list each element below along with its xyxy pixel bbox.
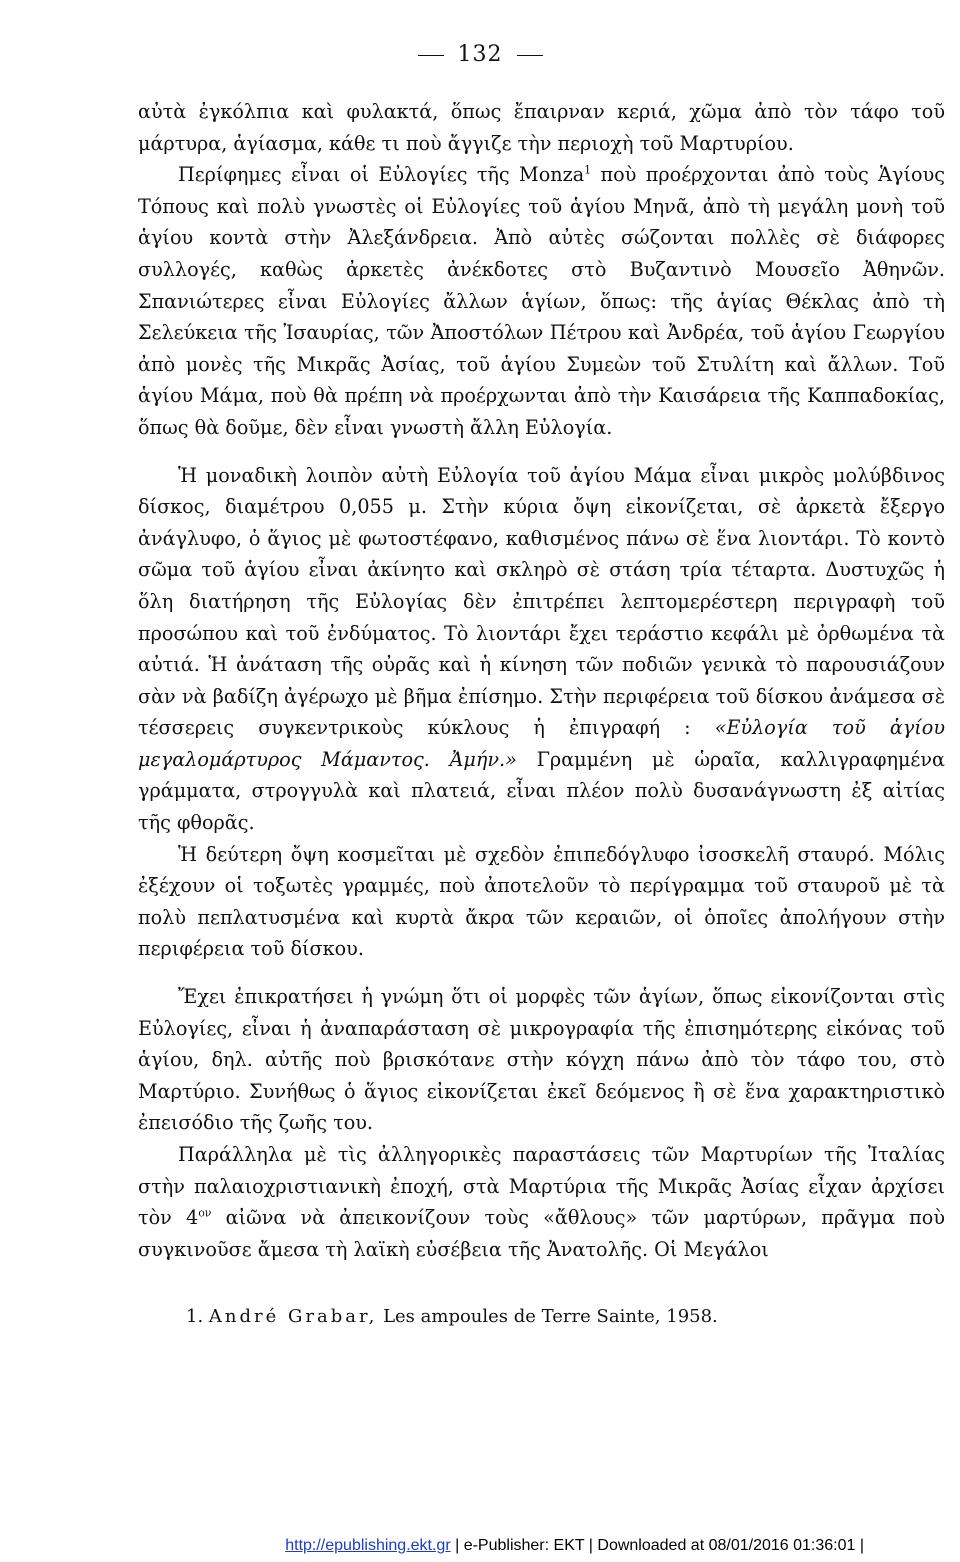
paragraph-4-text: Ἡ δεύτερη ὄψη κοσμεῖται μὲ σχεδὸν ἐπιπεδόγλυφο ἰσοσκελῆ σταυρό. Μόλις ἐξέχουν οἱ τοξωτὲς γραμμές, ποὺ ἀποτελοῦν τὸ περίγραμμα τοῦ σταυροῦ μὲ τὰ πολὺ πεπλατυσμένα καὶ κυρτὰ ἄκρα τῶν κεραιῶν, οἱ ὁποῖες ἀπολήγουν στὴν περιφέρεια τοῦ δίσκου.: [138, 842, 945, 961]
paragraph-3-text-b: Γραμμένη μὲ ὡραῖα, καλλιγραφημένα γράμματα, στρογγυλὰ καὶ πλατειά, εἶναι πλέον πολὺ δυσανάγνωστη ἐξ αἰτίας τῆς φθορᾶς.: [138, 747, 945, 835]
paragraph-4: [138, 839, 945, 965]
footnote-title: Les ampoules de Terre Sainte, 1958.: [383, 1306, 718, 1327]
footnote-reference[interactable]: 1: [584, 163, 592, 177]
page-number-dash-left: [418, 55, 444, 56]
paragraph-1-text: αὐτὰ ἐγκόλπια καὶ φυλακτά, ὅπως ἔπαιρναν κεριά, χῶμα ἀπὸ τὸν τάφο τοῦ μάρτυρα, ἁγίασμα, κάθε τι ποὺ ἄγγιζε τὴν περιοχὴ τοῦ Μαρτυρίου.: [138, 100, 945, 155]
footnote-author: André Grabar,: [208, 1306, 378, 1327]
paragraph-5: [138, 981, 945, 1139]
paragraph-1: [138, 96, 945, 159]
paragraph-2: [138, 159, 945, 443]
epublishing-link[interactable]: http://epublishing.ekt.gr: [285, 1537, 451, 1554]
paragraph-3: [138, 460, 945, 839]
paragraph-6: [138, 1139, 945, 1265]
footnote: [138, 1306, 945, 1327]
paragraph-6-text-b: αἰῶνα νὰ ἀπεικονίζουν τοὺς «ἄθλους» τῶν μαρτύρων, πρᾶγμα ποὺ συγκινοῦσε ἄμεσα τὴ λαϊκὴ εὐσέβεια τῆς Ἀνατολῆς. Οἱ Μεγάλοι: [138, 1206, 945, 1261]
page-number-dash-right: [517, 55, 543, 56]
page-number-text: 132: [457, 42, 503, 67]
footer-publisher-text: | e-Publisher: EKT | Downloaded at 08/01/2016 01:36:01 |: [450, 1537, 864, 1554]
paragraph-2-text-a: Περίφημες εἶναι οἱ Εὐλογίες τῆς Monza: [178, 163, 585, 187]
paragraph-2-text-b: ποὺ προέρχονται ἀπὸ τοὺς Ἁγίους Τόπους καὶ πολὺ γνωστὲς οἱ Εὐλογίες τοῦ ἁγίου Μηνᾶ, ἀπὸ τὴ μεγάλη μονὴ τοῦ ἁγίου κοντὰ στὴν Ἀλεξάνδρεια. Ἀπὸ αὐτὲς σώζονται πολλὲς σὲ διάφορες συλλογές, καθὼς ἀρκετὲς ἀνέκδοτες στὸ Βυζαντινὸ Μουσεῖο Ἀθηνῶν. Σπανιώτερες εἶναι Εὐλογίες ἄλλων ἁγίων, ὅπως: τῆς ἁγίας Θέκλας ἀπὸ τὴ Σελεύκεια τῆς Ἰσαυρίας, τῶν Ἀποστόλων Πέτρου καὶ Ἀνδρέα, τοῦ ἁγίου Γεωργίου ἀπὸ μονὲς τῆς Μικρᾶς Ἀσίας, τοῦ ἁγίου Συμεὼν τοῦ Στυλίτη καὶ ἄλλων. Τοῦ ἁγίου Μάμα, ποὺ θὰ πρέπη νὰ προέρχωνται ἀπὸ τὴν Καισάρεια τῆς Καππαδοκίας, ὅπως θὰ δοῦμε, δὲν εἶναι γνωστὴ ἄλλη Εὐλογία.: [138, 163, 945, 439]
footnote-number: 1.: [186, 1306, 204, 1327]
paragraph-5-text: Ἔχει ἐπικρατήσει ἡ γνώμη ὅτι οἱ μορφὲς τῶν ἁγίων, ὅπως εἰκονίζονται στὶς Εὐλογίες, εἶναι ἡ ἀναπαράσταση σὲ μικρογραφία τῆς ἐπισημότερης εἰκόνας τοῦ ἁγίου, δηλ. αὐτῆς ποὺ βρισκότανε στὴν κόγχη πάνω ἀπὸ τὸν τάφο του, στὸ Μαρτύριο. Συνήθως ὁ ἅγιος εἰκονίζεται ἐκεῖ δεόμενος ἢ σὲ ἕνα χαρακτηριστικὸ ἐπεισόδιο τῆς ζωῆς του.: [138, 985, 945, 1135]
paragraph-3-text-a: Ἡ μοναδικὴ λοιπὸν αὐτὴ Εὐλογία τοῦ ἁγίου Μάμα εἶναι μικρὸς μολύβδινος δίσκος, διαμέτρου 0,055 μ. Στὴν κύρια ὄψη εἰκονίζεται, σὲ ἀρκετὰ ἔξεργο ἀνάγλυφο, ὁ ἅγιος μὲ φωτοστέφανο, καθισμένος πάνω σὲ ἕνα λιοντάρι. Τὸ κοντὸ σῶμα τοῦ ἁγίου εἶναι ἀκίνητο καὶ σκληρὸ σὲ στάση τρία τέταρτα. Δυστυχῶς ἡ ὅλη διατήρηση τῆς Εὐλογίας δὲν ἐπιτρέπει λεπτομερέστερη περιγραφὴ τοῦ προσώπου καὶ τοῦ ἐνδύματος. Τὸ λιοντάρι ἔχει τεράστιο κεφάλι μὲ ὀρθωμένα τὰ αὐτιά. Ἡ ἀνάταση τῆς οὐρᾶς καὶ ἡ κίνηση τῶν ποδιῶν γενικὰ τὸ παρουσιάζουν σὰν νὰ βαδίζη ἀγέρωχο μὲ βῆμα ἐπίσημο. Στὴν περιφέρεια τοῦ δίσκου ἀνάμεσα σὲ τέσσερεις συγκεντρικοὺς κύκλους ἡ ἐπιγραφή :: [138, 463, 945, 740]
paragraph-6-text-a: Παράλληλα μὲ τὶς ἀλληγορικὲς παραστάσεις τῶν Μαρτυρίων τῆς Ἰταλίας στὴν παλαιοχριστιανικὴ ἐποχή, στὰ Μαρτύρια τῆς Μικρᾶς Ἀσίας εἶχαν ἀρχίσει τὸν 4: [138, 1143, 945, 1230]
superscript-ordinal: ον: [198, 1206, 212, 1220]
inscription-italic: «Εὐλογία τοῦ ἁγίου μεγαλομάρτυρος Μάμαντος. Ἀμήν.»: [138, 716, 945, 771]
download-footer: [285, 1537, 864, 1555]
body-text: [138, 96, 945, 1265]
page-number: [0, 42, 960, 67]
